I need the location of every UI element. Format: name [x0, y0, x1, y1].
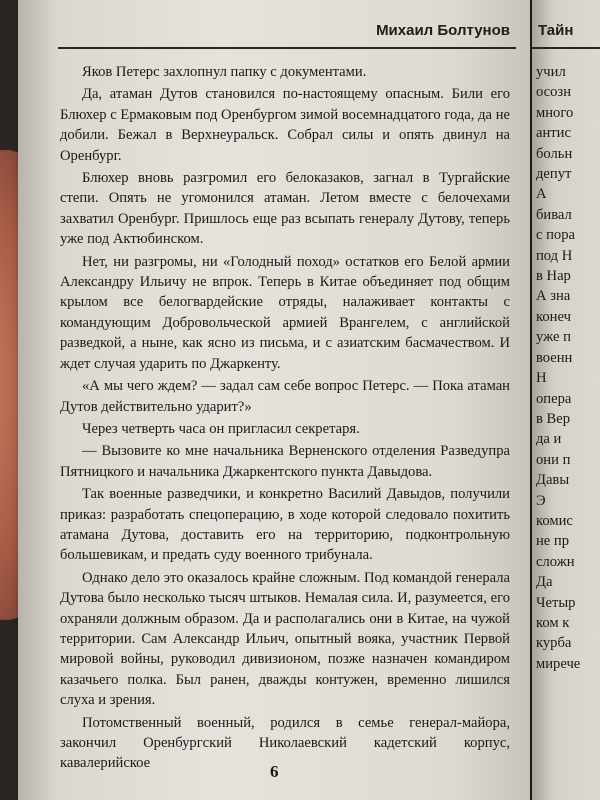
text-line: под Н — [536, 247, 573, 264]
text-line: курба — [536, 635, 572, 652]
text-line: в Вер — [536, 410, 571, 427]
text-line: Н — [536, 370, 547, 387]
text-line: сложн — [536, 553, 575, 570]
running-header-author: Михаил Болтунов — [376, 22, 510, 39]
left-page — [18, 0, 530, 800]
header-rule — [532, 47, 600, 49]
text-line: опера — [536, 390, 572, 407]
header-rule — [58, 47, 516, 49]
text-line: Да — [536, 574, 553, 591]
text-line: много — [536, 104, 574, 121]
text-line: осозн — [536, 84, 572, 101]
right-page-body — [536, 62, 580, 674]
paragraph: «А мы чего ждем? — задал сам себе вопрос Петерс. — Пока атаман Дутов действительно ударит?» — [60, 378, 510, 415]
text-line: они п — [536, 451, 571, 468]
paragraph: — Вызовите ко мне начальника Верненского отделения Разведупра Пятницкого и начальника Джаркентского пункта Давыдова. — [60, 443, 510, 480]
text-line: учил — [536, 64, 566, 80]
paragraph: Нет, ни разгромы, ни «Голодный поход» остатков его Белой армии Александру Ильичу не впрок. Теперь в Китае объединяет под общим крылом все белогвардейские отряды, налаживает контакты с командующим Добровольческой армией Врангелем, с английской разведкой, а ныне, как ясно из письма, и с азиатским басмачеством. И ждет случая ударить по Джаркенту. — [60, 253, 510, 372]
text-line: в Нар — [536, 268, 571, 285]
text-line: уже п — [536, 329, 571, 346]
running-header-title: Тайн — [538, 22, 574, 39]
right-page — [532, 0, 600, 800]
text-line: А зна — [536, 288, 571, 305]
page-body — [60, 62, 510, 776]
text-line: Четыр — [536, 594, 576, 611]
paragraph: Блюхер вновь разгромил его белоказаков, загнал в Тургайские степи. Опять не угомонился атаман. Летом вместе с белочехами захватил Оренбург. Пришлось еще раз всыпать генералу Дутову, теперь уже под Актюбинском. — [60, 170, 510, 248]
text-line: больн — [536, 145, 573, 162]
text-line: да и — [536, 431, 562, 448]
text-line: ком к — [536, 614, 570, 631]
text-line: мирече — [536, 655, 581, 672]
text-line: Э — [536, 492, 546, 509]
paragraph: Яков Петерс захлопнул папку с документами. — [82, 64, 367, 80]
paragraph: Однако дело это оказалось крайне сложным. Под командой генерала Дутова было несколько тысяч штыков. Немалая сила. И, разумеется, его охраняли должным образом. Да и располагались они в Китае, на чужой территории. Сам Александр Ильич, опытный вояка, участник Первой мировой войны, руководил дивизионом, позже назначен командиром казачьего полка. Был ранен, дважды контужен, временно лишился слуха и зрения. — [60, 569, 510, 709]
paragraph: Через четверть часа он пригласил секретаря. — [82, 420, 360, 437]
text-line: антис — [536, 125, 571, 142]
text-line: военн — [536, 349, 573, 366]
page-number: 6 — [270, 762, 279, 781]
text-line: комис — [536, 512, 573, 529]
paragraph: Потомственный военный, родился в семье генерал-майора, закончил Оренбургский Николаевский кадетский корпус, кавалерийское — [60, 714, 510, 772]
text-line: бивал — [536, 206, 572, 223]
paragraph: Так военные разведчики, и конкретно Василий Давыдов, получили приказ: разработать спецоперацию, в ходе которой следовало похитить атамана Дутова, доставить его на территорию, подконтрольную большевикам, и предать суду военного трибунала. — [60, 486, 510, 564]
text-line: не пр — [536, 533, 570, 550]
text-line: А — [536, 186, 547, 203]
paragraph: Да, атаман Дутов становился по-настоящему опасным. Били его Блюхер с Ермаковым под Оренбургом зимой восемнадцатого года, да не добили. Бежал в Верхнеуральск. Собрал силы и опять двинул на Оренбург. — [60, 86, 510, 164]
text-line: Давы — [536, 472, 570, 489]
text-line: депут — [536, 166, 572, 183]
text-line: с пора — [536, 227, 576, 244]
text-line: конеч — [536, 308, 571, 325]
